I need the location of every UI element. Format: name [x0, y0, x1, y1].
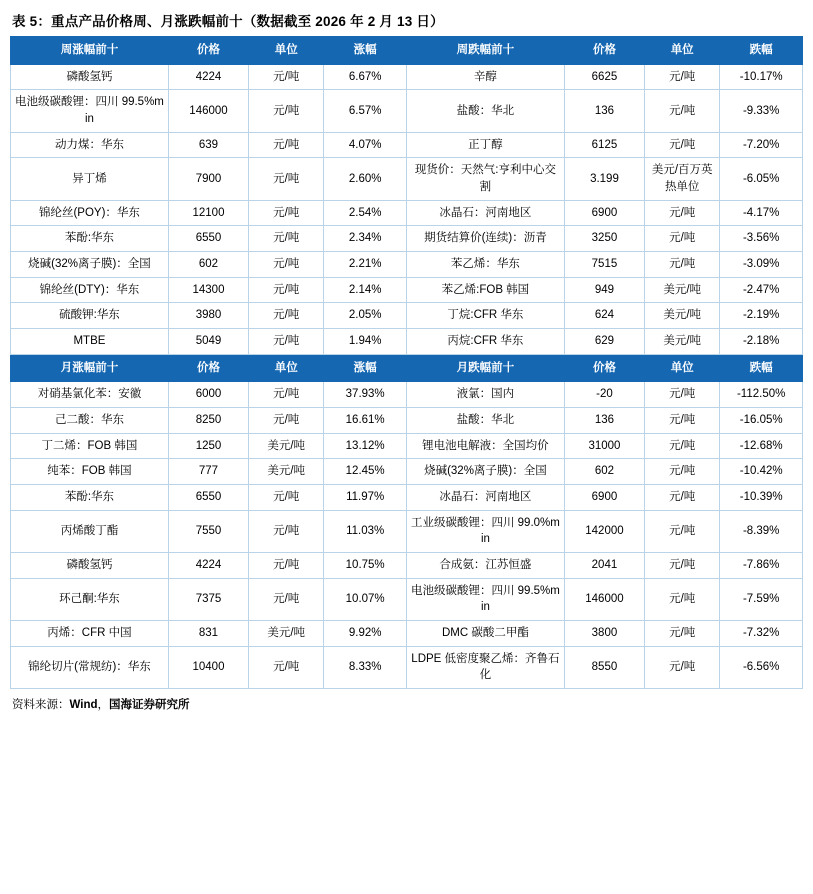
cell-price-up: 4224	[168, 64, 248, 90]
cell-price-up: 3980	[168, 303, 248, 329]
header-week-losers-change: 跌幅	[720, 37, 803, 65]
cell-price-up: 12100	[168, 200, 248, 226]
cell-price-up: 7550	[168, 510, 248, 552]
cell-change-up: 2.34%	[324, 226, 407, 252]
cell-unit-down: 元/吨	[645, 459, 720, 485]
cell-change-up: 6.67%	[324, 64, 407, 90]
cell-change-up: 6.57%	[324, 90, 407, 132]
cell-unit-up: 元/吨	[249, 277, 324, 303]
cell-change-up: 11.03%	[324, 510, 407, 552]
table-row	[11, 510, 803, 552]
cell-price-down: 3800	[564, 621, 644, 647]
header-month-losers: 月跌幅前十	[406, 354, 564, 382]
cell-product-up: 电池级碳酸锂：四川 99.5%min	[11, 90, 169, 132]
cell-unit-down: 元/吨	[645, 621, 720, 647]
cell-price-down: 6900	[564, 485, 644, 511]
cell-unit-up: 美元/吨	[249, 621, 324, 647]
cell-unit-down: 元/吨	[645, 553, 720, 579]
cell-product-down: 辛醇	[406, 64, 564, 90]
cell-product-down: 盐酸：华北	[406, 90, 564, 132]
cell-price-down: 136	[564, 90, 644, 132]
header-month-gainers: 月涨幅前十	[11, 354, 169, 382]
cell-change-down: -2.19%	[720, 303, 803, 329]
source-institute: 国海证券研究所	[109, 699, 190, 712]
header-week-gainers: 周涨幅前十	[11, 37, 169, 65]
table-row	[11, 90, 803, 132]
cell-price-up: 7900	[168, 158, 248, 200]
cell-product-down: 合成氨：江苏恒盛	[406, 553, 564, 579]
cell-product-down: 正丁醇	[406, 132, 564, 158]
cell-product-up: 己二酸：华东	[11, 408, 169, 434]
cell-product-up: 烧碱(32%离子膜)：全国	[11, 252, 169, 278]
cell-price-down: 624	[564, 303, 644, 329]
cell-product-up: 纯苯：FOB 韩国	[11, 459, 169, 485]
header-week-losers-price: 价格	[564, 37, 644, 65]
cell-unit-up: 元/吨	[249, 408, 324, 434]
header-week-gainers-price: 价格	[168, 37, 248, 65]
table-row	[11, 303, 803, 329]
cell-product-up: 苯酚:华东	[11, 226, 169, 252]
table-row	[11, 329, 803, 355]
cell-product-up: 动力煤：华东	[11, 132, 169, 158]
header-week-gainers-unit: 单位	[249, 37, 324, 65]
table-row	[11, 200, 803, 226]
cell-unit-up: 美元/吨	[249, 459, 324, 485]
cell-change-up: 10.75%	[324, 553, 407, 579]
cell-product-down: LDPE 低密度聚乙烯：齐鲁石化	[406, 646, 564, 688]
cell-price-down: 136	[564, 408, 644, 434]
cell-change-up: 2.05%	[324, 303, 407, 329]
source-wind: Wind	[69, 699, 98, 712]
cell-unit-up: 元/吨	[249, 329, 324, 355]
cell-change-down: -12.68%	[720, 433, 803, 459]
cell-product-down: 丙烷:CFR 华东	[406, 329, 564, 355]
cell-product-up: 丁二烯：FOB 韩国	[11, 433, 169, 459]
cell-change-down: -6.05%	[720, 158, 803, 200]
cell-product-up: 丙烯酸丁酯	[11, 510, 169, 552]
cell-change-up: 1.94%	[324, 329, 407, 355]
cell-product-up: 锦纶丝(DTY)：华东	[11, 277, 169, 303]
header-month-gainers-change: 涨幅	[324, 354, 407, 382]
table-row	[11, 433, 803, 459]
cell-unit-down: 元/吨	[645, 510, 720, 552]
cell-price-down: 31000	[564, 433, 644, 459]
cell-product-down: 现货价：天然气:亨利中心交割	[406, 158, 564, 200]
table-row	[11, 408, 803, 434]
cell-price-down: 3250	[564, 226, 644, 252]
cell-change-up: 2.60%	[324, 158, 407, 200]
cell-change-up: 12.45%	[324, 459, 407, 485]
table-row	[11, 578, 803, 620]
cell-price-down: 8550	[564, 646, 644, 688]
page-title: 表 5：重点产品价格周、月涨跌幅前十（数据截至 2026 年 2 月 13 日）	[12, 14, 444, 29]
table-row	[11, 158, 803, 200]
cell-product-up: 环己酮:华东	[11, 578, 169, 620]
cell-product-down: DMC 碳酸二甲酯	[406, 621, 564, 647]
cell-price-up: 639	[168, 132, 248, 158]
cell-change-up: 9.92%	[324, 621, 407, 647]
cell-product-down: 工业级碳酸锂：四川 99.0%min	[406, 510, 564, 552]
cell-change-down: -7.20%	[720, 132, 803, 158]
cell-product-down: 苯乙烯：华东	[406, 252, 564, 278]
price-change-table	[10, 36, 803, 689]
cell-change-down: -7.59%	[720, 578, 803, 620]
header-month-losers-unit: 单位	[645, 354, 720, 382]
source-separator: ，	[97, 699, 109, 712]
table-row	[11, 64, 803, 90]
header-week-losers-unit: 单位	[645, 37, 720, 65]
cell-unit-down: 元/吨	[645, 200, 720, 226]
cell-unit-down: 美元/吨	[645, 303, 720, 329]
cell-change-down: -7.86%	[720, 553, 803, 579]
cell-product-up: 锦纶切片(常规纺)：华东	[11, 646, 169, 688]
cell-unit-down: 元/吨	[645, 578, 720, 620]
cell-change-down: -8.39%	[720, 510, 803, 552]
table-row	[11, 277, 803, 303]
cell-unit-up: 元/吨	[249, 64, 324, 90]
cell-product-up: 苯酚:华东	[11, 485, 169, 511]
table-row	[11, 382, 803, 408]
cell-unit-down: 元/吨	[645, 485, 720, 511]
table-row	[11, 252, 803, 278]
cell-price-up: 8250	[168, 408, 248, 434]
cell-unit-down: 美元/百万英热单位	[645, 158, 720, 200]
header-week-losers: 周跌幅前十	[406, 37, 564, 65]
cell-unit-down: 元/吨	[645, 382, 720, 408]
header-month-gainers-price: 价格	[168, 354, 248, 382]
cell-unit-up: 元/吨	[249, 226, 324, 252]
cell-change-up: 4.07%	[324, 132, 407, 158]
cell-change-down: -4.17%	[720, 200, 803, 226]
cell-price-down: 146000	[564, 578, 644, 620]
cell-change-up: 13.12%	[324, 433, 407, 459]
cell-price-down: 6625	[564, 64, 644, 90]
cell-product-down: 烧碱(32%离子膜)：全国	[406, 459, 564, 485]
cell-unit-up: 元/吨	[249, 252, 324, 278]
cell-product-down: 冰晶石：河南地区	[406, 485, 564, 511]
cell-product-down: 锂电池电解液：全国均价	[406, 433, 564, 459]
table-row	[11, 485, 803, 511]
cell-unit-down: 美元/吨	[645, 329, 720, 355]
cell-change-down: -16.05%	[720, 408, 803, 434]
cell-unit-up: 元/吨	[249, 158, 324, 200]
table-row	[11, 621, 803, 647]
cell-price-down: 3.199	[564, 158, 644, 200]
cell-product-down: 冰晶石：河南地区	[406, 200, 564, 226]
cell-product-down: 电池级碳酸锂：四川 99.5%min	[406, 578, 564, 620]
cell-price-down: 629	[564, 329, 644, 355]
cell-change-up: 16.61%	[324, 408, 407, 434]
cell-change-down: -3.56%	[720, 226, 803, 252]
cell-change-down: -3.09%	[720, 252, 803, 278]
cell-price-down: -20	[564, 382, 644, 408]
cell-unit-up: 元/吨	[249, 578, 324, 620]
cell-product-up: 异丁烯	[11, 158, 169, 200]
cell-price-down: 7515	[564, 252, 644, 278]
cell-change-down: -6.56%	[720, 646, 803, 688]
cell-product-up: 磷酸氢钙	[11, 553, 169, 579]
header-month-losers-change: 跌幅	[720, 354, 803, 382]
cell-unit-up: 元/吨	[249, 553, 324, 579]
cell-unit-down: 元/吨	[645, 646, 720, 688]
cell-unit-up: 元/吨	[249, 303, 324, 329]
cell-unit-up: 元/吨	[249, 510, 324, 552]
cell-product-down: 期货结算价(连续)：沥青	[406, 226, 564, 252]
header-month-losers-price: 价格	[564, 354, 644, 382]
cell-change-up: 8.33%	[324, 646, 407, 688]
cell-product-up: 磷酸氢钙	[11, 64, 169, 90]
header-month-gainers-unit: 单位	[249, 354, 324, 382]
cell-price-up: 14300	[168, 277, 248, 303]
cell-price-up: 10400	[168, 646, 248, 688]
cell-change-up: 37.93%	[324, 382, 407, 408]
cell-unit-up: 元/吨	[249, 132, 324, 158]
cell-product-down: 苯乙烯:FOB 韩国	[406, 277, 564, 303]
cell-price-up: 5049	[168, 329, 248, 355]
cell-price-down: 949	[564, 277, 644, 303]
cell-price-down: 2041	[564, 553, 644, 579]
table-row	[11, 226, 803, 252]
cell-unit-down: 元/吨	[645, 408, 720, 434]
cell-unit-down: 元/吨	[645, 64, 720, 90]
source-prefix: 资料来源：	[12, 699, 70, 712]
cell-product-up: 丙烯：CFR 中国	[11, 621, 169, 647]
cell-price-up: 6550	[168, 485, 248, 511]
cell-price-up: 7375	[168, 578, 248, 620]
cell-change-down: -10.39%	[720, 485, 803, 511]
cell-change-down: -2.18%	[720, 329, 803, 355]
cell-price-up: 4224	[168, 553, 248, 579]
cell-unit-up: 元/吨	[249, 485, 324, 511]
cell-price-down: 142000	[564, 510, 644, 552]
cell-change-up: 11.97%	[324, 485, 407, 511]
week-header-row	[11, 37, 803, 65]
cell-change-down: -112.50%	[720, 382, 803, 408]
cell-product-up: 锦纶丝(POY)：华东	[11, 200, 169, 226]
header-week-gainers-change: 涨幅	[324, 37, 407, 65]
cell-unit-up: 元/吨	[249, 646, 324, 688]
cell-change-up: 2.14%	[324, 277, 407, 303]
cell-product-up: MTBE	[11, 329, 169, 355]
cell-change-down: -2.47%	[720, 277, 803, 303]
cell-unit-up: 元/吨	[249, 90, 324, 132]
cell-price-down: 6125	[564, 132, 644, 158]
cell-price-up: 777	[168, 459, 248, 485]
cell-price-down: 602	[564, 459, 644, 485]
month-header-row	[11, 354, 803, 382]
cell-price-up: 6000	[168, 382, 248, 408]
cell-unit-down: 元/吨	[645, 226, 720, 252]
cell-price-up: 146000	[168, 90, 248, 132]
table-row	[11, 646, 803, 688]
cell-product-down: 丁烷:CFR 华东	[406, 303, 564, 329]
cell-price-up: 831	[168, 621, 248, 647]
cell-unit-down: 美元/吨	[645, 277, 720, 303]
cell-unit-up: 元/吨	[249, 382, 324, 408]
cell-price-up: 602	[168, 252, 248, 278]
source-note	[12, 696, 803, 712]
cell-price-down: 6900	[564, 200, 644, 226]
cell-unit-up: 元/吨	[249, 200, 324, 226]
cell-change-down: -7.32%	[720, 621, 803, 647]
cell-product-down: 液氯：国内	[406, 382, 564, 408]
table-row	[11, 553, 803, 579]
cell-change-up: 2.54%	[324, 200, 407, 226]
cell-unit-down: 元/吨	[645, 132, 720, 158]
cell-change-up: 2.21%	[324, 252, 407, 278]
cell-unit-up: 美元/吨	[249, 433, 324, 459]
cell-price-up: 6550	[168, 226, 248, 252]
table-row	[11, 459, 803, 485]
cell-change-down: -9.33%	[720, 90, 803, 132]
cell-product-down: 盐酸：华北	[406, 408, 564, 434]
cell-price-up: 1250	[168, 433, 248, 459]
cell-change-up: 10.07%	[324, 578, 407, 620]
table-row	[11, 132, 803, 158]
cell-unit-down: 元/吨	[645, 252, 720, 278]
cell-product-up: 对硝基氯化苯：安徽	[11, 382, 169, 408]
cell-change-down: -10.17%	[720, 64, 803, 90]
cell-product-up: 硫酸钾:华东	[11, 303, 169, 329]
cell-unit-down: 元/吨	[645, 90, 720, 132]
cell-unit-down: 元/吨	[645, 433, 720, 459]
cell-change-down: -10.42%	[720, 459, 803, 485]
